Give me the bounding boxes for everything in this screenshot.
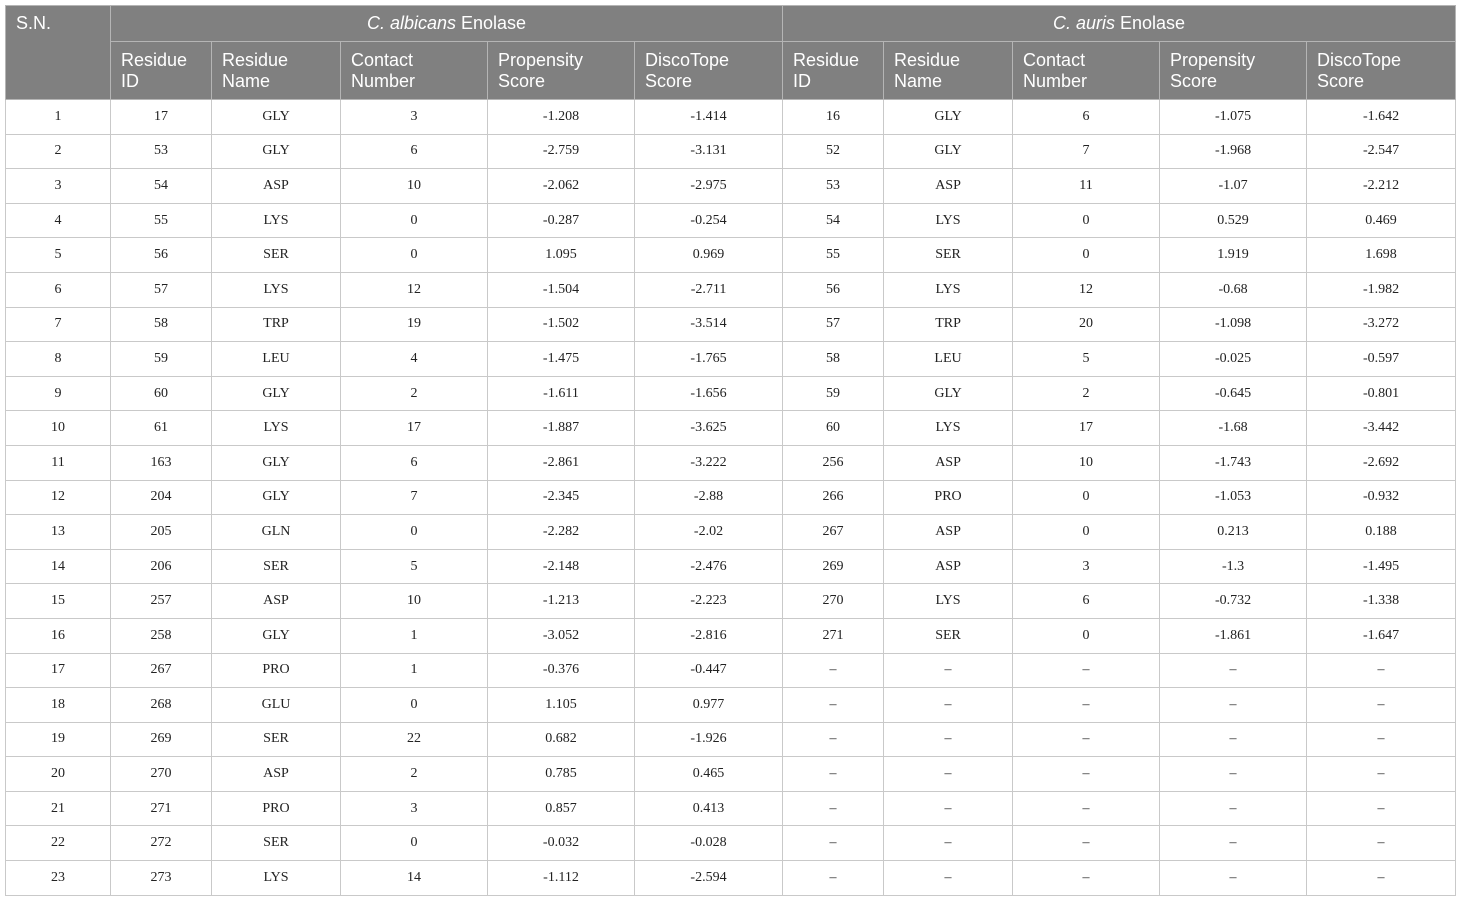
table-row xyxy=(6,100,1456,135)
cell-sn: 22 xyxy=(6,826,111,861)
cell-albicans-propensity-score: -1.611 xyxy=(488,376,635,411)
table-row xyxy=(6,411,1456,446)
cell-albicans-discotope-score: 0.465 xyxy=(635,757,783,792)
table-row xyxy=(6,653,1456,688)
cell-auris-discotope-score: 0.188 xyxy=(1307,515,1456,550)
cell-albicans-propensity-score: -2.345 xyxy=(488,480,635,515)
cell-auris-contact-number: 0 xyxy=(1013,515,1160,550)
cell-albicans-propensity-score: -1.208 xyxy=(488,100,635,135)
cell-auris-propensity-score: -1.098 xyxy=(1160,307,1307,342)
table-row xyxy=(6,342,1456,377)
cell-sn: 6 xyxy=(6,272,111,307)
cell-auris-discotope-score: -3.442 xyxy=(1307,411,1456,446)
cell-sn: 8 xyxy=(6,342,111,377)
cell-auris-residue-id: – xyxy=(783,757,884,792)
table-row xyxy=(6,826,1456,861)
cell-sn: 20 xyxy=(6,757,111,792)
cell-auris-discotope-score: -1.982 xyxy=(1307,272,1456,307)
cell-auris-residue-name: – xyxy=(884,826,1013,861)
cell-albicans-contact-number: 10 xyxy=(341,169,488,204)
cell-auris-residue-name: ASP xyxy=(884,549,1013,584)
cell-sn: 2 xyxy=(6,134,111,169)
cell-auris-propensity-score: – xyxy=(1160,688,1307,723)
cell-sn: 13 xyxy=(6,515,111,550)
cell-auris-discotope-score: – xyxy=(1307,826,1456,861)
cell-albicans-contact-number: 12 xyxy=(341,272,488,307)
cell-sn: 16 xyxy=(6,618,111,653)
cell-auris-propensity-score: – xyxy=(1160,722,1307,757)
cell-auris-residue-id: 16 xyxy=(783,100,884,135)
cell-albicans-discotope-score: -2.88 xyxy=(635,480,783,515)
header-group-auris xyxy=(783,6,1456,42)
cell-auris-contact-number: 3 xyxy=(1013,549,1160,584)
header-albicans-propensity-score: Propensity Score xyxy=(488,42,635,100)
cell-auris-contact-number: 17 xyxy=(1013,411,1160,446)
species-auris: C. auris xyxy=(1053,13,1116,33)
cell-auris-contact-number: 0 xyxy=(1013,238,1160,273)
cell-auris-residue-id: 266 xyxy=(783,480,884,515)
cell-auris-residue-name: – xyxy=(884,688,1013,723)
table-row xyxy=(6,584,1456,619)
cell-auris-contact-number: – xyxy=(1013,791,1160,826)
cell-albicans-contact-number: 6 xyxy=(341,445,488,480)
table-row xyxy=(6,445,1456,480)
cell-albicans-residue-id: 273 xyxy=(111,861,212,896)
cell-auris-discotope-score: -1.647 xyxy=(1307,618,1456,653)
cell-auris-contact-number: – xyxy=(1013,826,1160,861)
cell-auris-propensity-score: -0.025 xyxy=(1160,342,1307,377)
cell-albicans-propensity-score: -1.213 xyxy=(488,584,635,619)
cell-albicans-residue-id: 267 xyxy=(111,653,212,688)
cell-auris-discotope-score: -2.212 xyxy=(1307,169,1456,204)
cell-albicans-contact-number: 5 xyxy=(341,549,488,584)
cell-auris-residue-name: – xyxy=(884,861,1013,896)
cell-auris-propensity-score: – xyxy=(1160,861,1307,896)
cell-auris-residue-name: LYS xyxy=(884,584,1013,619)
cell-albicans-residue-name: GLY xyxy=(212,480,341,515)
cell-auris-residue-name: GLY xyxy=(884,376,1013,411)
cell-auris-residue-id: 56 xyxy=(783,272,884,307)
cell-auris-residue-id: 271 xyxy=(783,618,884,653)
cell-sn: 7 xyxy=(6,307,111,342)
cell-auris-residue-id: – xyxy=(783,791,884,826)
group-auris-suffix: Enolase xyxy=(1115,13,1186,33)
table-row xyxy=(6,549,1456,584)
cell-auris-residue-name: LYS xyxy=(884,272,1013,307)
cell-auris-propensity-score: 0.213 xyxy=(1160,515,1307,550)
cell-albicans-discotope-score: -0.254 xyxy=(635,203,783,238)
cell-auris-residue-id: 59 xyxy=(783,376,884,411)
cell-albicans-propensity-score: -0.287 xyxy=(488,203,635,238)
cell-albicans-discotope-score: -3.514 xyxy=(635,307,783,342)
cell-auris-discotope-score: – xyxy=(1307,688,1456,723)
cell-albicans-residue-id: 54 xyxy=(111,169,212,204)
cell-albicans-residue-name: ASP xyxy=(212,757,341,792)
table-row xyxy=(6,791,1456,826)
cell-albicans-residue-id: 59 xyxy=(111,342,212,377)
cell-auris-discotope-score: 0.469 xyxy=(1307,203,1456,238)
cell-albicans-residue-name: LYS xyxy=(212,272,341,307)
cell-auris-residue-name: LEU xyxy=(884,342,1013,377)
cell-albicans-propensity-score: -1.475 xyxy=(488,342,635,377)
cell-albicans-propensity-score: -1.502 xyxy=(488,307,635,342)
header-auris-discotope-score: DiscoTope Score xyxy=(1307,42,1456,100)
cell-auris-residue-id: 60 xyxy=(783,411,884,446)
cell-albicans-discotope-score: -2.975 xyxy=(635,169,783,204)
header-auris-residue-id: Residue ID xyxy=(783,42,884,100)
cell-albicans-residue-id: 268 xyxy=(111,688,212,723)
cell-auris-residue-id: 256 xyxy=(783,445,884,480)
cell-albicans-residue-name: PRO xyxy=(212,791,341,826)
header-albicans-discotope-score: DiscoTope Score xyxy=(635,42,783,100)
cell-auris-residue-name: – xyxy=(884,791,1013,826)
cell-albicans-residue-id: 270 xyxy=(111,757,212,792)
cell-sn: 11 xyxy=(6,445,111,480)
cell-auris-propensity-score: -1.861 xyxy=(1160,618,1307,653)
table-body xyxy=(6,100,1456,896)
cell-auris-propensity-score: -0.645 xyxy=(1160,376,1307,411)
cell-auris-residue-id: – xyxy=(783,826,884,861)
cell-albicans-residue-name: GLU xyxy=(212,688,341,723)
cell-sn: 5 xyxy=(6,238,111,273)
cell-auris-residue-name: LYS xyxy=(884,203,1013,238)
cell-auris-discotope-score: -1.495 xyxy=(1307,549,1456,584)
cell-albicans-residue-id: 271 xyxy=(111,791,212,826)
cell-albicans-residue-id: 258 xyxy=(111,618,212,653)
cell-auris-discotope-score: -2.692 xyxy=(1307,445,1456,480)
cell-albicans-contact-number: 1 xyxy=(341,653,488,688)
cell-albicans-residue-id: 17 xyxy=(111,100,212,135)
cell-auris-contact-number: 0 xyxy=(1013,618,1160,653)
cell-albicans-residue-name: SER xyxy=(212,722,341,757)
cell-auris-residue-name: – xyxy=(884,653,1013,688)
cell-auris-contact-number: 2 xyxy=(1013,376,1160,411)
table-row xyxy=(6,515,1456,550)
header-row-groups xyxy=(6,6,1456,42)
cell-auris-propensity-score: -1.075 xyxy=(1160,100,1307,135)
cell-albicans-contact-number: 1 xyxy=(341,618,488,653)
cell-auris-residue-name: LYS xyxy=(884,411,1013,446)
cell-albicans-contact-number: 7 xyxy=(341,480,488,515)
cell-auris-discotope-score: -3.272 xyxy=(1307,307,1456,342)
cell-auris-residue-name: GLY xyxy=(884,100,1013,135)
cell-albicans-discotope-score: -3.222 xyxy=(635,445,783,480)
cell-auris-residue-id: – xyxy=(783,653,884,688)
cell-auris-residue-id: 52 xyxy=(783,134,884,169)
cell-albicans-contact-number: 0 xyxy=(341,826,488,861)
cell-sn: 19 xyxy=(6,722,111,757)
cell-albicans-discotope-score: -2.476 xyxy=(635,549,783,584)
cell-auris-propensity-score: -0.68 xyxy=(1160,272,1307,307)
cell-albicans-residue-name: ASP xyxy=(212,169,341,204)
cell-albicans-discotope-score: 0.977 xyxy=(635,688,783,723)
cell-albicans-contact-number: 0 xyxy=(341,515,488,550)
table-row xyxy=(6,134,1456,169)
cell-albicans-discotope-score: -3.131 xyxy=(635,134,783,169)
cell-auris-propensity-score: 1.919 xyxy=(1160,238,1307,273)
cell-albicans-residue-id: 163 xyxy=(111,445,212,480)
cell-albicans-discotope-score: -1.765 xyxy=(635,342,783,377)
cell-albicans-discotope-score: -1.926 xyxy=(635,722,783,757)
cell-albicans-discotope-score: -0.028 xyxy=(635,826,783,861)
cell-albicans-propensity-score: -0.376 xyxy=(488,653,635,688)
cell-albicans-discotope-score: -2.816 xyxy=(635,618,783,653)
cell-albicans-propensity-score: 1.105 xyxy=(488,688,635,723)
cell-auris-contact-number: 6 xyxy=(1013,584,1160,619)
cell-auris-discotope-score: – xyxy=(1307,791,1456,826)
cell-auris-contact-number: 20 xyxy=(1013,307,1160,342)
cell-auris-residue-name: TRP xyxy=(884,307,1013,342)
cell-sn: 12 xyxy=(6,480,111,515)
cell-auris-residue-name: SER xyxy=(884,618,1013,653)
header-group-albicans xyxy=(111,6,783,42)
cell-albicans-propensity-score: -2.282 xyxy=(488,515,635,550)
cell-albicans-propensity-score: -3.052 xyxy=(488,618,635,653)
cell-auris-contact-number: 12 xyxy=(1013,272,1160,307)
cell-auris-contact-number: 0 xyxy=(1013,480,1160,515)
cell-albicans-residue-name: GLY xyxy=(212,134,341,169)
cell-auris-propensity-score: -1.68 xyxy=(1160,411,1307,446)
cell-auris-propensity-score: – xyxy=(1160,653,1307,688)
table-row xyxy=(6,861,1456,896)
cell-albicans-propensity-score: 0.857 xyxy=(488,791,635,826)
cell-albicans-residue-name: TRP xyxy=(212,307,341,342)
cell-auris-contact-number: 6 xyxy=(1013,100,1160,135)
cell-albicans-propensity-score: -1.504 xyxy=(488,272,635,307)
cell-albicans-contact-number: 2 xyxy=(341,376,488,411)
cell-auris-residue-id: – xyxy=(783,861,884,896)
cell-auris-contact-number: – xyxy=(1013,722,1160,757)
cell-albicans-propensity-score: 1.095 xyxy=(488,238,635,273)
cell-auris-residue-id: 267 xyxy=(783,515,884,550)
table-row xyxy=(6,688,1456,723)
group-albicans-suffix: Enolase xyxy=(456,13,527,33)
cell-auris-propensity-score: -1.743 xyxy=(1160,445,1307,480)
table-row xyxy=(6,307,1456,342)
cell-auris-residue-id: 269 xyxy=(783,549,884,584)
cell-auris-contact-number: – xyxy=(1013,861,1160,896)
cell-albicans-discotope-score: -0.447 xyxy=(635,653,783,688)
cell-auris-contact-number: 0 xyxy=(1013,203,1160,238)
cell-auris-propensity-score: -1.07 xyxy=(1160,169,1307,204)
cell-albicans-residue-id: 61 xyxy=(111,411,212,446)
cell-auris-residue-name: GLY xyxy=(884,134,1013,169)
cell-auris-discotope-score: -0.597 xyxy=(1307,342,1456,377)
cell-auris-residue-id: 55 xyxy=(783,238,884,273)
cell-albicans-propensity-score: 0.785 xyxy=(488,757,635,792)
header-row-columns xyxy=(6,42,1456,100)
header-auris-residue-name: Residue Name xyxy=(884,42,1013,100)
cell-albicans-discotope-score: -3.625 xyxy=(635,411,783,446)
cell-albicans-residue-name: ASP xyxy=(212,584,341,619)
cell-auris-residue-name: – xyxy=(884,757,1013,792)
cell-albicans-propensity-score: -2.759 xyxy=(488,134,635,169)
header-albicans-residue-id: Residue ID xyxy=(111,42,212,100)
cell-auris-contact-number: – xyxy=(1013,653,1160,688)
cell-auris-propensity-score: -1.3 xyxy=(1160,549,1307,584)
cell-auris-contact-number: – xyxy=(1013,688,1160,723)
cell-albicans-propensity-score: -2.861 xyxy=(488,445,635,480)
cell-albicans-contact-number: 17 xyxy=(341,411,488,446)
header-sn: S.N. xyxy=(6,6,111,100)
cell-albicans-residue-id: 58 xyxy=(111,307,212,342)
cell-albicans-propensity-score: -2.148 xyxy=(488,549,635,584)
cell-albicans-propensity-score: 0.682 xyxy=(488,722,635,757)
cell-auris-propensity-score: – xyxy=(1160,757,1307,792)
cell-sn: 1 xyxy=(6,100,111,135)
cell-albicans-residue-name: SER xyxy=(212,826,341,861)
cell-albicans-residue-name: SER xyxy=(212,549,341,584)
cell-auris-discotope-score: -0.932 xyxy=(1307,480,1456,515)
cell-albicans-residue-id: 257 xyxy=(111,584,212,619)
cell-albicans-contact-number: 22 xyxy=(341,722,488,757)
cell-auris-residue-name: ASP xyxy=(884,445,1013,480)
cell-albicans-discotope-score: -2.594 xyxy=(635,861,783,896)
cell-albicans-residue-name: LYS xyxy=(212,203,341,238)
table-row xyxy=(6,169,1456,204)
header-auris-propensity-score: Propensity Score xyxy=(1160,42,1307,100)
cell-sn: 14 xyxy=(6,549,111,584)
cell-albicans-propensity-score: -2.062 xyxy=(488,169,635,204)
cell-albicans-discotope-score: 0.413 xyxy=(635,791,783,826)
cell-albicans-residue-id: 57 xyxy=(111,272,212,307)
cell-auris-discotope-score: – xyxy=(1307,722,1456,757)
header-albicans-contact-number: Contact Number xyxy=(341,42,488,100)
table-row xyxy=(6,618,1456,653)
cell-albicans-residue-name: GLN xyxy=(212,515,341,550)
cell-auris-residue-id: – xyxy=(783,688,884,723)
table-row xyxy=(6,376,1456,411)
cell-auris-contact-number: 7 xyxy=(1013,134,1160,169)
species-albicans: C. albicans xyxy=(366,13,456,33)
table-row xyxy=(6,480,1456,515)
cell-sn: 4 xyxy=(6,203,111,238)
table-row xyxy=(6,757,1456,792)
cell-auris-propensity-score: – xyxy=(1160,791,1307,826)
header-auris-contact-number: Contact Number xyxy=(1013,42,1160,100)
cell-sn: 23 xyxy=(6,861,111,896)
cell-albicans-residue-name: LYS xyxy=(212,861,341,896)
cell-auris-discotope-score: -1.642 xyxy=(1307,100,1456,135)
cell-albicans-residue-id: 206 xyxy=(111,549,212,584)
cell-auris-residue-name: – xyxy=(884,722,1013,757)
cell-albicans-discotope-score: -1.656 xyxy=(635,376,783,411)
cell-auris-discotope-score: – xyxy=(1307,653,1456,688)
cell-albicans-residue-name: PRO xyxy=(212,653,341,688)
cell-albicans-contact-number: 0 xyxy=(341,238,488,273)
cell-auris-propensity-score: – xyxy=(1160,826,1307,861)
cell-auris-discotope-score: – xyxy=(1307,861,1456,896)
cell-auris-discotope-score: 1.698 xyxy=(1307,238,1456,273)
cell-sn: 10 xyxy=(6,411,111,446)
cell-sn: 17 xyxy=(6,653,111,688)
cell-auris-residue-id: 270 xyxy=(783,584,884,619)
cell-albicans-residue-id: 56 xyxy=(111,238,212,273)
table-row xyxy=(6,272,1456,307)
cell-auris-propensity-score: 0.529 xyxy=(1160,203,1307,238)
cell-auris-residue-name: PRO xyxy=(884,480,1013,515)
cell-albicans-contact-number: 2 xyxy=(341,757,488,792)
cell-auris-discotope-score: -1.338 xyxy=(1307,584,1456,619)
cell-auris-discotope-score: -2.547 xyxy=(1307,134,1456,169)
cell-sn: 18 xyxy=(6,688,111,723)
cell-albicans-propensity-score: -1.887 xyxy=(488,411,635,446)
cell-sn: 15 xyxy=(6,584,111,619)
cell-auris-residue-id: 53 xyxy=(783,169,884,204)
cell-sn: 21 xyxy=(6,791,111,826)
cell-albicans-residue-id: 205 xyxy=(111,515,212,550)
cell-auris-propensity-score: -0.732 xyxy=(1160,584,1307,619)
cell-albicans-discotope-score: -2.223 xyxy=(635,584,783,619)
table-row xyxy=(6,203,1456,238)
cell-auris-contact-number: – xyxy=(1013,757,1160,792)
cell-albicans-contact-number: 10 xyxy=(341,584,488,619)
cell-albicans-discotope-score: -2.02 xyxy=(635,515,783,550)
header-albicans-residue-name: Residue Name xyxy=(212,42,341,100)
cell-albicans-residue-name: GLY xyxy=(212,618,341,653)
cell-albicans-residue-id: 53 xyxy=(111,134,212,169)
cell-albicans-residue-id: 269 xyxy=(111,722,212,757)
cell-albicans-contact-number: 14 xyxy=(341,861,488,896)
cell-albicans-residue-name: GLY xyxy=(212,445,341,480)
cell-albicans-residue-id: 272 xyxy=(111,826,212,861)
cell-auris-contact-number: 10 xyxy=(1013,445,1160,480)
cell-albicans-residue-name: LYS xyxy=(212,411,341,446)
cell-auris-residue-name: ASP xyxy=(884,169,1013,204)
cell-auris-residue-id: 54 xyxy=(783,203,884,238)
cell-albicans-contact-number: 3 xyxy=(341,791,488,826)
cell-albicans-contact-number: 0 xyxy=(341,203,488,238)
cell-albicans-residue-name: LEU xyxy=(212,342,341,377)
cell-auris-residue-id: 58 xyxy=(783,342,884,377)
cell-albicans-propensity-score: -0.032 xyxy=(488,826,635,861)
cell-albicans-contact-number: 0 xyxy=(341,688,488,723)
enolase-residue-table xyxy=(5,5,1456,896)
cell-auris-residue-name: ASP xyxy=(884,515,1013,550)
cell-auris-propensity-score: -1.053 xyxy=(1160,480,1307,515)
cell-albicans-discotope-score: -1.414 xyxy=(635,100,783,135)
cell-auris-residue-name: SER xyxy=(884,238,1013,273)
cell-auris-contact-number: 11 xyxy=(1013,169,1160,204)
cell-auris-residue-id: – xyxy=(783,722,884,757)
cell-albicans-discotope-score: -2.711 xyxy=(635,272,783,307)
cell-albicans-residue-name: GLY xyxy=(212,100,341,135)
cell-albicans-residue-id: 60 xyxy=(111,376,212,411)
table-row xyxy=(6,238,1456,273)
cell-sn: 9 xyxy=(6,376,111,411)
cell-albicans-discotope-score: 0.969 xyxy=(635,238,783,273)
cell-albicans-residue-name: SER xyxy=(212,238,341,273)
table-row xyxy=(6,722,1456,757)
cell-auris-discotope-score: – xyxy=(1307,757,1456,792)
cell-albicans-contact-number: 3 xyxy=(341,100,488,135)
cell-albicans-contact-number: 19 xyxy=(341,307,488,342)
cell-albicans-residue-id: 55 xyxy=(111,203,212,238)
cell-auris-discotope-score: -0.801 xyxy=(1307,376,1456,411)
cell-auris-contact-number: 5 xyxy=(1013,342,1160,377)
cell-albicans-contact-number: 4 xyxy=(341,342,488,377)
cell-albicans-residue-name: GLY xyxy=(212,376,341,411)
cell-auris-propensity-score: -1.968 xyxy=(1160,134,1307,169)
cell-albicans-residue-id: 204 xyxy=(111,480,212,515)
cell-sn: 3 xyxy=(6,169,111,204)
cell-albicans-contact-number: 6 xyxy=(341,134,488,169)
cell-auris-residue-id: 57 xyxy=(783,307,884,342)
cell-albicans-propensity-score: -1.112 xyxy=(488,861,635,896)
